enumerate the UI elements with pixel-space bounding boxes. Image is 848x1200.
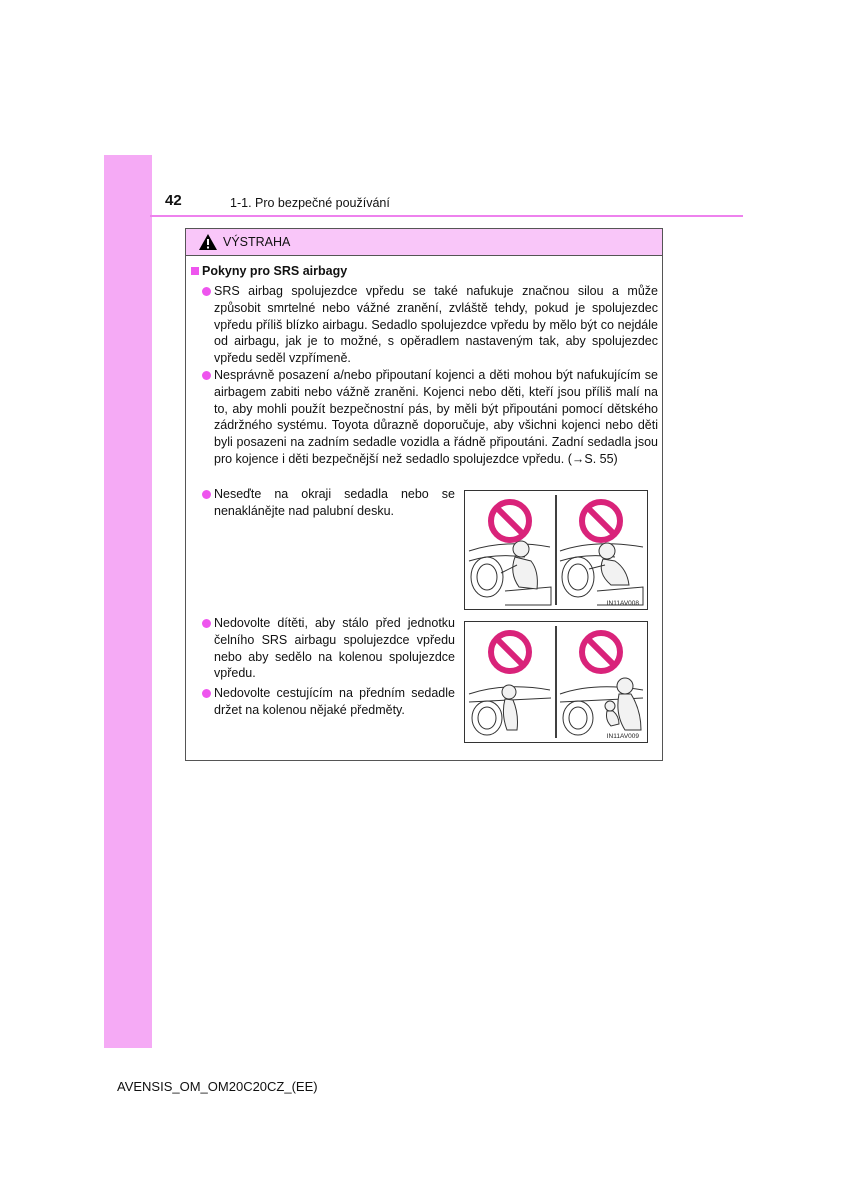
warning-item [202, 367, 658, 468]
warning-item [202, 685, 455, 719]
bullet-icon [202, 689, 211, 698]
warning-item [202, 615, 455, 682]
heading-text: Pokyny pro SRS airbagy [202, 264, 348, 278]
warning-box [185, 228, 663, 761]
warning-triangle-icon [198, 233, 218, 251]
warning-item-text: Neseďte na okraji sedadla nebo se nenaklánějte nad palubní desku. [214, 487, 455, 518]
warning-item-text: Nedovolte dítěti, aby stálo před jednotku čelního SRS airbagu spolujezdce vpředu nebo aby sedělo na kolenou spolujezdce vpředu. [214, 616, 455, 681]
illustration-child-positions [464, 621, 648, 743]
illustration-code: IN11AV009 [606, 733, 639, 740]
warning-item [202, 486, 455, 520]
warning-header [186, 229, 662, 256]
child-drawing [502, 685, 518, 730]
section-title: 1-1. Pro bezpečné používání [230, 196, 390, 210]
occupant-drawing [501, 541, 537, 589]
warning-item [202, 283, 658, 367]
bullet-icon [202, 619, 211, 628]
bullet-icon [202, 490, 211, 499]
bullet-icon [202, 371, 211, 380]
illustration-code: IN11AV008 [606, 600, 639, 607]
square-bullet-icon [191, 267, 199, 275]
header-divider [150, 215, 743, 217]
page-number: 42 [165, 192, 182, 209]
warning-item-text: Nesprávně posazení a/nebo připoutaní kojenci a děti mohou být nafukujícím se airbagem zabiti nebo vážně zraněni. Kojenci nebo děti, kteří jsou příliš malí na to, aby mohli použít bezpečnostní pás, by měli být připoutáni pomocí dětského zádržného systému. Toyota důrazně doporučuje, aby všichni kojenci nebo děti byli posazeni na zadním sedadle vozidla a řádně připoutáni. Zadní sedadla jsou pro kojence i děti bezpečnější než sedadlo spolujezdce vpředu. (→S. 55) [214, 368, 658, 466]
dashboard-drawing [469, 544, 551, 605]
warning-heading [191, 264, 347, 278]
warning-title: VÝSTRAHA [223, 235, 291, 249]
bullet-icon [202, 287, 211, 296]
document-code: AVENSIS_OM_OM20C20CZ_(EE) [117, 1079, 318, 1094]
warning-item-text: Nedovolte cestujícím na předním sedadle držet na kolenou nějaké předměty. [214, 686, 455, 717]
chapter-tab [104, 155, 152, 1048]
illustration-leaning-forward [464, 490, 648, 610]
warning-item-text: SRS airbag spolujezdce vpředu se také nafukuje značnou silou a může způsobit smrtelné nebo vážné zranění, zvláště tehdy, pokud je spolujezdec vpředu příliš blízko airbagu. Sedadlo spolujezdce vpředu by mělo být co nejdále od airbagu, jak je to možné, s opěradlem nastaveným tak, aby spolujezdec vpředu seděl vzpřímeně. [214, 284, 658, 366]
